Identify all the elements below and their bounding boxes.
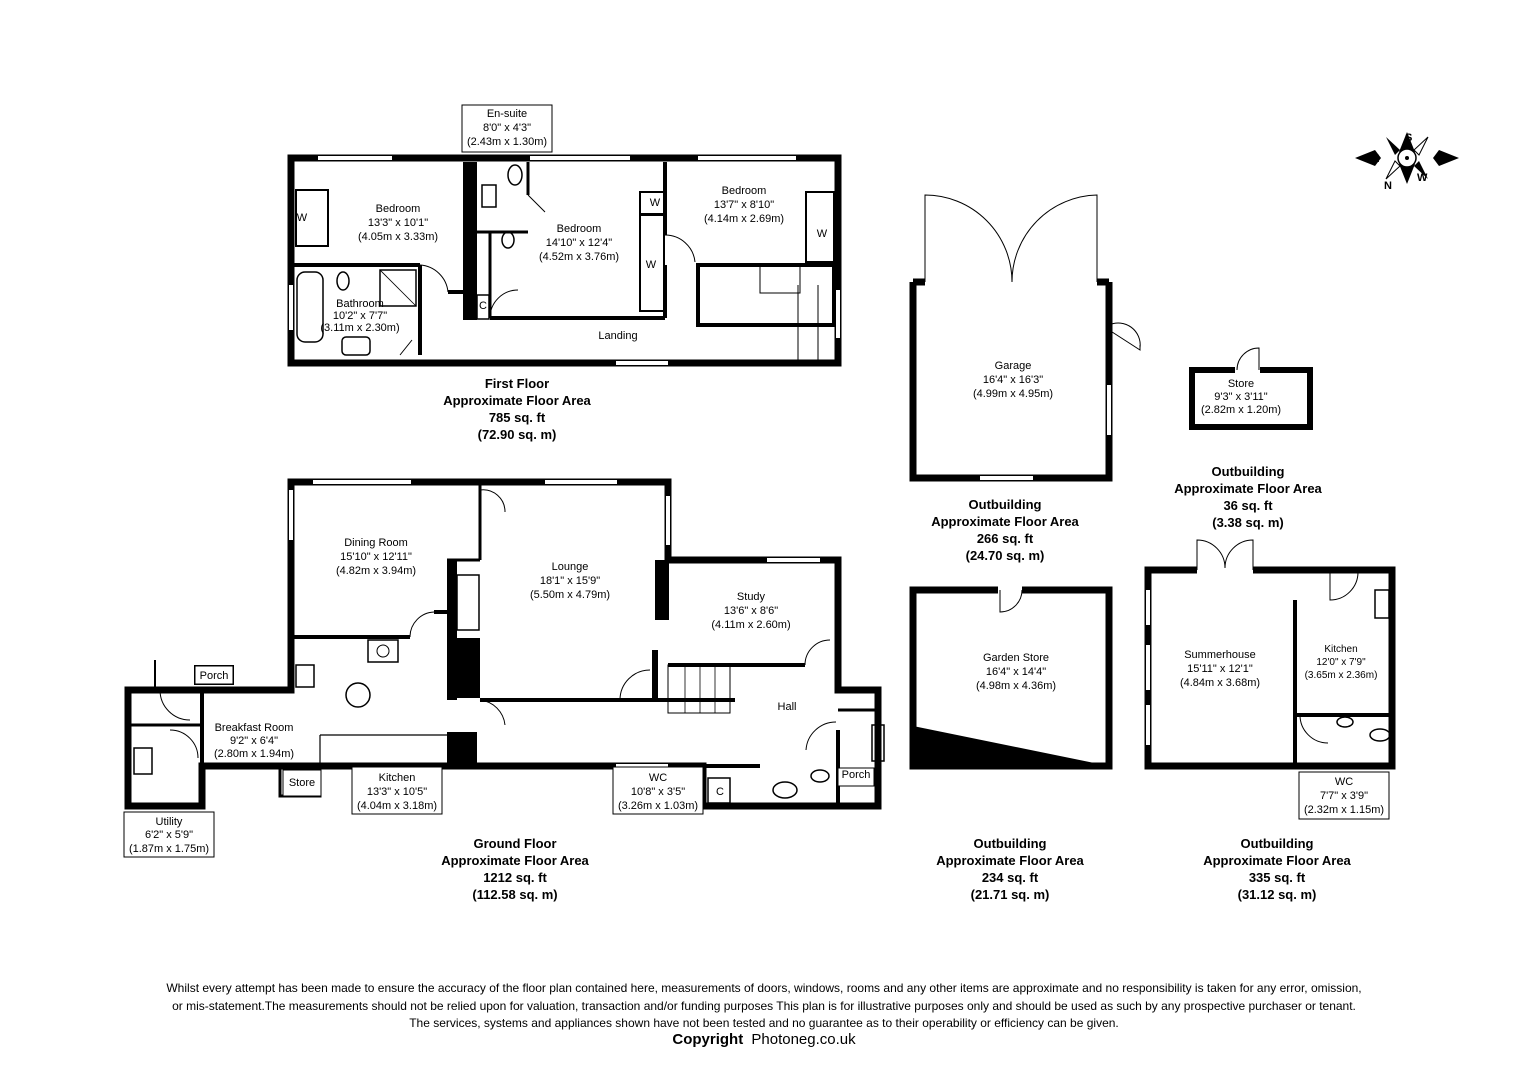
lounge-metric: (5.50m x 4.79m) [529, 589, 611, 601]
dining-metric: (4.82m x 3.94m) [335, 565, 417, 577]
bathroom-name: Bathroom [336, 298, 384, 310]
kitchen-out-imperial: 12'0" x 7'9" [1316, 657, 1366, 668]
garage-building-name: Outbuilding [968, 497, 1042, 512]
first-floor-sqft: 785 sq. ft [488, 410, 546, 425]
ensuite-imperial: 8'0" x 4'3" [482, 122, 532, 134]
bedroom2-imperial: 14'10" x 12'4" [545, 237, 613, 249]
bedroom2-metric: (4.52m x 3.76m) [538, 251, 620, 263]
summerhouse-metric: (4.84m x 3.68m) [1179, 677, 1261, 689]
compass-e: E [1372, 153, 1380, 165]
bedroom3-metric: (4.14m x 2.69m) [703, 213, 785, 225]
copyright-source: Photoneg.co.uk [751, 1031, 856, 1048]
compass-n: N [1384, 180, 1392, 192]
garden-store-building-sqft: 234 sq. ft [981, 870, 1039, 885]
lounge-name: Lounge [551, 561, 589, 573]
lounge-imperial: 18'1" x 15'9" [539, 575, 601, 587]
ground-floor-sqm: (112.58 sq. m) [472, 887, 558, 902]
disclaimer-text [0, 980, 1528, 1033]
bathroom-imperial: 10'2" x 7'7" [332, 310, 388, 322]
garage-imperial: 16'4" x 16'3" [982, 374, 1044, 386]
store-building-label: Approximate Floor Area [1174, 481, 1322, 496]
copyright-label: Copyright [672, 1031, 744, 1048]
ground-floor-name: Ground Floor [473, 836, 557, 851]
summerhouse-building-name: Outbuilding [1240, 836, 1314, 851]
dining-name: Dining Room [344, 537, 408, 549]
wardrobe-bedroom1: W [296, 212, 308, 224]
store-out-imperial: 9'3" x 3'11" [1214, 391, 1268, 403]
kitchen-imperial: 13'3" x 10'5" [366, 786, 428, 798]
summerhouse-name: Summerhouse [1184, 649, 1256, 661]
utility-metric: (1.87m x 1.75m) [128, 843, 210, 855]
porch1-name: Porch [199, 670, 229, 682]
cupboard-ground: C [716, 786, 724, 798]
garden-store-name: Garden Store [982, 652, 1050, 664]
store-out-name: Store [1227, 378, 1255, 390]
garage-metric: (4.99m x 4.95m) [972, 388, 1054, 400]
bedroom2-name: Bedroom [556, 223, 602, 235]
disclaimer-line-1: Whilst every attempt has been made to ensure the accuracy of the floor plan contained here, measurements of doors, windows, rooms and any other items are approximate and no responsibility is taken for any error, omission, [166, 981, 1362, 995]
summerhouse-building-label: Approximate Floor Area [1203, 853, 1351, 868]
wc-ground-name: WC [648, 772, 668, 784]
kitchen-out-metric: (3.65m x 2.36m) [1304, 670, 1378, 681]
garden-store-metric: (4.98m x 4.36m) [975, 680, 1057, 692]
bathroom-metric: (3.11m x 2.30m) [320, 322, 400, 334]
garage-building-label: Approximate Floor Area [931, 514, 1079, 529]
bedroom1-metric: (4.05m x 3.33m) [357, 231, 439, 243]
wc-out-metric: (2.32m x 1.15m) [1303, 804, 1385, 816]
study-metric: (4.11m x 2.60m) [711, 619, 791, 631]
breakfast-metric: (2.80m x 1.94m) [213, 748, 295, 760]
wc-out-name: WC [1334, 776, 1354, 788]
study-imperial: 13'6" x 8'6" [723, 605, 779, 617]
compass-w: W [1417, 172, 1428, 184]
utility-name: Utility [155, 816, 183, 828]
wc-out-imperial: 7'7" x 3'9" [1319, 790, 1369, 802]
kitchen-name: Kitchen [378, 772, 416, 784]
first-floor-label: Approximate Floor Area [443, 393, 591, 408]
garden-store-imperial: 16'4" x 14'4" [985, 666, 1047, 678]
ground-floor-sqft: 1212 sq. ft [483, 870, 547, 885]
wardrobe-bedroom3: W [816, 228, 828, 240]
copyright-line [0, 1031, 1528, 1048]
study-name: Study [736, 591, 766, 603]
ensuite-name: En-suite [486, 108, 528, 120]
wardrobe-bedroom2: W [645, 259, 657, 271]
store-out-metric: (2.82m x 1.20m) [1200, 404, 1282, 416]
garage-building-sqft: 266 sq. ft [976, 531, 1034, 546]
store-building-sqft: 36 sq. ft [1223, 498, 1273, 513]
landing-name: Landing [598, 330, 638, 342]
breakfast-imperial: 9'2" x 6'4" [229, 735, 279, 747]
garage-building-sqm: (24.70 sq. m) [965, 548, 1045, 563]
first-floor-sqm: (72.90 sq. m) [477, 427, 557, 442]
kitchen-metric: (4.04m x 3.18m) [356, 800, 438, 812]
wc-ground-metric: (3.26m x 1.03m) [617, 800, 699, 812]
hall-name: Hall [777, 701, 797, 713]
bedroom1-name: Bedroom [375, 203, 421, 215]
summerhouse-building-sqm: (31.12 sq. m) [1237, 887, 1317, 902]
compass-s: S [1405, 132, 1413, 144]
bedroom3-imperial: 13'7" x 8'10" [713, 199, 775, 211]
garden-store-plan [913, 590, 1109, 766]
dining-imperial: 15'10" x 12'11" [340, 551, 412, 563]
store-in-name: Store [288, 777, 316, 789]
garage-plan [913, 195, 1140, 481]
garden-store-building-name: Outbuilding [973, 836, 1047, 851]
breakfast-name: Breakfast Room [214, 722, 294, 734]
disclaimer-line-2: or mis-statement.The measurements should not be relied upon for valuation, transaction and/or funding purposes This plan is for illustrative purposes only and should be used as such by any prospective purchaser or tenant. [172, 998, 1356, 1013]
garage-name: Garage [994, 360, 1032, 372]
wc-ground-imperial: 10'8" x 3'5" [630, 786, 686, 798]
bedroom1-imperial: 13'3" x 10'1" [367, 217, 429, 229]
disclaimer-line-3: The services, systems and appliances shown have not been tested and no guarantee as to their operability or efficiency can be given. [409, 1016, 1119, 1030]
store-building-name: Outbuilding [1211, 464, 1285, 479]
area-titles [441, 376, 1354, 902]
wardrobe-bedroom2-top: W [649, 197, 661, 209]
bedroom3-name: Bedroom [721, 185, 767, 197]
porch2-name: Porch [841, 769, 871, 781]
summerhouse-imperial: 15'11" x 12'1" [1187, 663, 1253, 675]
ground-floor-label: Approximate Floor Area [441, 853, 589, 868]
first-floor-name: First Floor [484, 376, 550, 391]
summerhouse-building-sqft: 335 sq. ft [1248, 870, 1306, 885]
compass-rose [1355, 132, 1459, 192]
cupboard-first: C [479, 300, 487, 312]
garden-store-building-sqm: (21.71 sq. m) [970, 887, 1050, 902]
utility-imperial: 6'2" x 5'9" [144, 829, 194, 841]
kitchen-out-name: Kitchen [1324, 644, 1358, 655]
store-building-sqm: (3.38 sq. m) [1212, 515, 1284, 530]
garden-store-building-label: Approximate Floor Area [936, 853, 1084, 868]
ensuite-metric: (2.43m x 1.30m) [466, 136, 548, 148]
